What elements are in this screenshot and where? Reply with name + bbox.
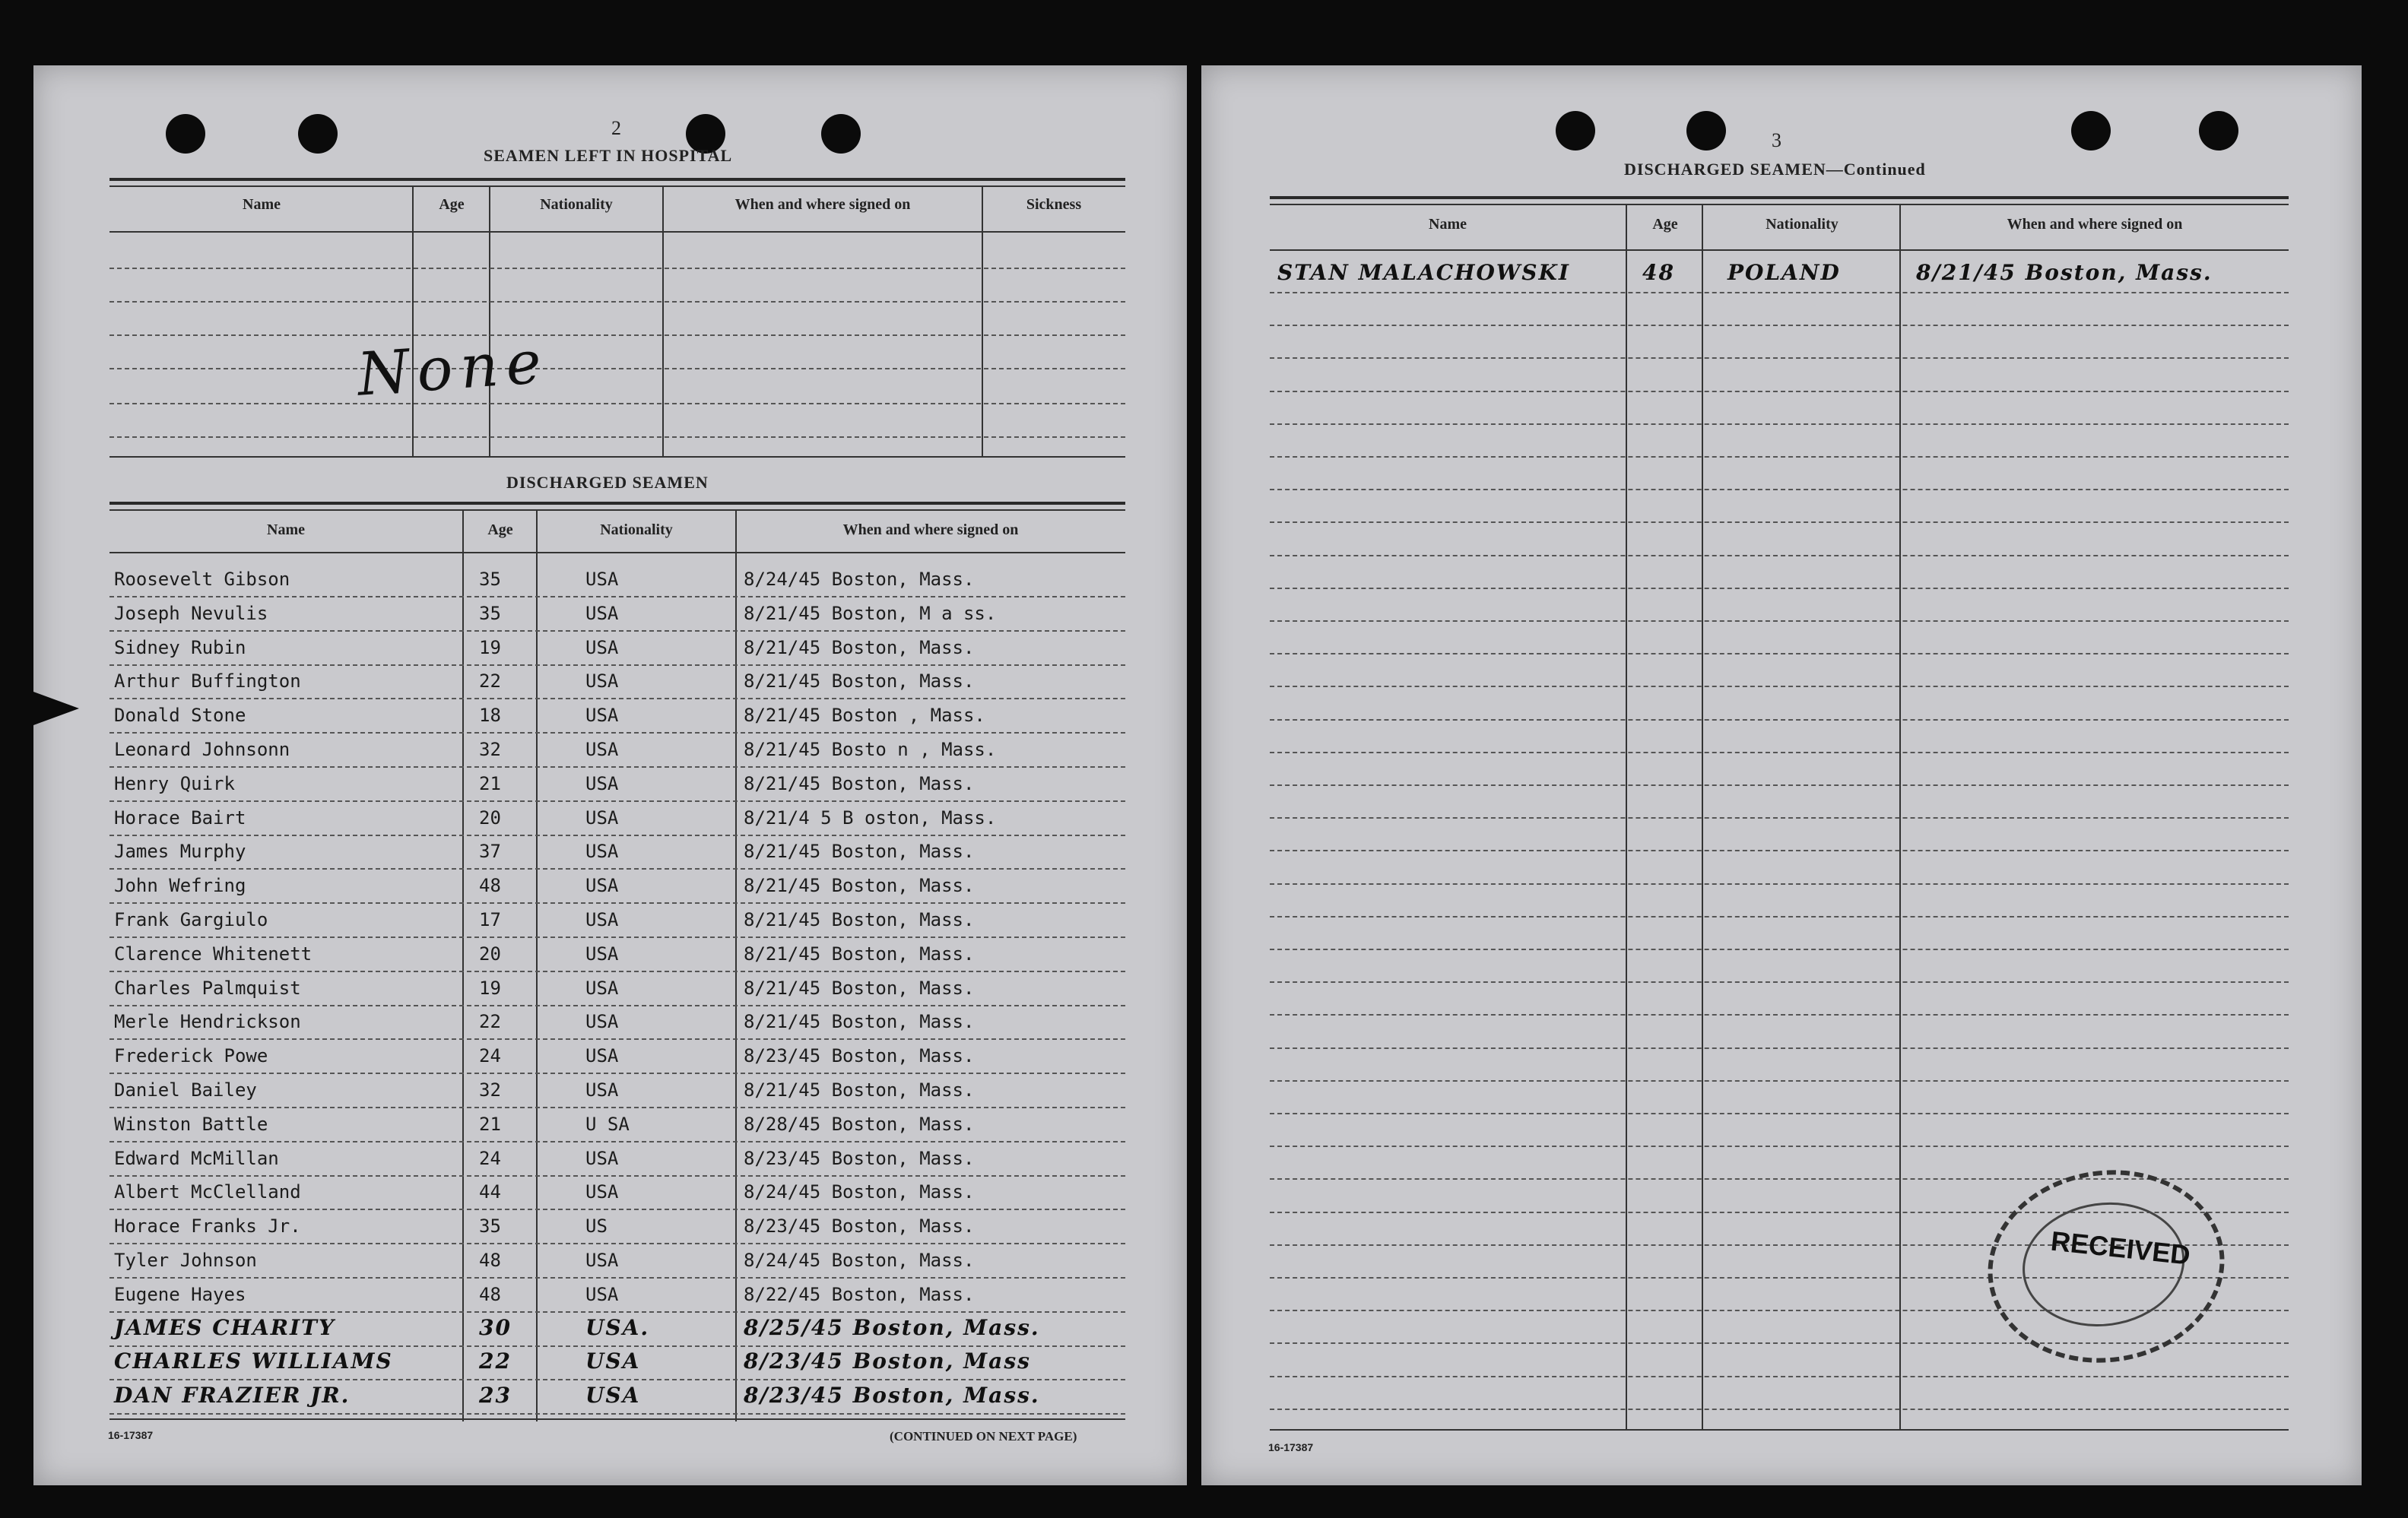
seaman-age: 24 (479, 1045, 501, 1067)
column-divider (412, 185, 414, 456)
seaman-name: STAN MALACHOWSKI (1277, 260, 1570, 285)
seaman-nationality: POLAND (1727, 260, 1841, 285)
row-line (109, 868, 1125, 870)
row-line (109, 334, 1125, 336)
seaman-signed-on: 8/24/45 Boston, Mass. (744, 1181, 975, 1203)
seaman-nationality: USA (585, 875, 619, 897)
seaman-name: Clarence Whitenett (114, 943, 313, 965)
row-line (109, 596, 1125, 597)
seaman-age: 35 (479, 569, 501, 590)
row-line (109, 1175, 1125, 1177)
row-line (1270, 620, 2289, 622)
row-line (109, 436, 1125, 438)
seaman-age: 48 (479, 1250, 501, 1271)
seaman-signed-on: 8/21/45 Boston, Mass. (744, 875, 975, 897)
table-bottom-rule (109, 1418, 1125, 1420)
seaman-name: Eugene Hayes (114, 1283, 246, 1305)
continued-header-age: Age (1652, 216, 1678, 233)
seaman-age: 20 (479, 943, 501, 965)
row-line (109, 403, 1125, 404)
seaman-age: 35 (479, 602, 501, 624)
row-line (109, 552, 1125, 553)
seaman-name: Merle Hendrickson (114, 1011, 301, 1033)
seaman-signed-on: 8/21/45 Boston, Mass. (744, 1079, 975, 1101)
row-line (1270, 292, 2289, 293)
seaman-signed-on: 8/23/45 Boston, Mass. (744, 1215, 975, 1238)
seaman-signed-on: 8/21/45 Boston, M a ss. (744, 602, 997, 624)
seaman-nationality: U SA (585, 1113, 630, 1135)
row-line (1270, 489, 2289, 490)
discharged-header-nationality: Nationality (600, 521, 673, 538)
punch-hole (2071, 111, 2111, 151)
row-line (1270, 981, 2289, 983)
row-line (109, 732, 1125, 734)
column-divider (735, 509, 737, 1421)
seaman-signed-on: 8/23/45 Boston, Mass (744, 1348, 1031, 1374)
row-line (109, 664, 1125, 666)
seaman-signed-on: 8/21/45 Boston, Mass. (744, 772, 975, 794)
seaman-nationality: USA (585, 807, 619, 829)
seaman-name: Frederick Powe (114, 1045, 268, 1067)
hospital-header-sickness: Sickness (1026, 196, 1082, 213)
seaman-signed-on: 8/21/4 5 B oston, Mass. (744, 807, 997, 829)
seaman-nationality: USA (585, 909, 619, 930)
seaman-nationality: USA (585, 670, 619, 692)
seaman-nationality: USA (585, 1348, 641, 1374)
seaman-nationality: USA (585, 636, 619, 658)
hospital-header-signed: When and where signed on (734, 196, 911, 213)
seaman-nationality: USA (585, 943, 619, 965)
seaman-signed-on: 8/25/45 Boston, Mass. (744, 1314, 1040, 1340)
seaman-signed-on: 8/28/45 Boston, Mass. (744, 1113, 975, 1135)
row-line (109, 1107, 1125, 1108)
seaman-age: 35 (479, 1215, 501, 1238)
seaman-signed-on: 8/21/45 Boston, Mass. (744, 841, 975, 863)
continued-header-nationality: Nationality (1766, 216, 1839, 233)
row-line (1270, 357, 2289, 359)
row-line (1270, 1080, 2289, 1082)
seaman-name: Arthur Buffington (114, 670, 301, 692)
row-line (1270, 752, 2289, 753)
none-handwritten: None (355, 328, 551, 410)
row-line (109, 1345, 1125, 1347)
seaman-signed-on: 8/21/45 Boston, Mass. (1916, 260, 2213, 285)
row-line (1270, 1146, 2289, 1147)
row-line (109, 766, 1125, 768)
punch-hole (2199, 111, 2238, 151)
seaman-nationality: USA (585, 1181, 619, 1203)
seaman-age: 17 (479, 909, 501, 930)
row-line (109, 902, 1125, 904)
table-bottom-rule (1270, 1429, 2289, 1431)
punch-hole (166, 114, 205, 154)
discharged-header-age: Age (487, 521, 513, 538)
row-line (109, 936, 1125, 938)
row-line (1270, 1113, 2289, 1114)
hospital-header-nationality: Nationality (540, 196, 613, 213)
seaman-name: Charles Palmquist (114, 977, 301, 999)
seaman-age: 23 (479, 1383, 512, 1409)
divider (109, 502, 1125, 505)
page-number: 3 (1772, 129, 1781, 151)
row-line (1270, 850, 2289, 851)
seaman-name: Leonard Johnsonn (114, 739, 290, 760)
seaman-name: James Murphy (114, 841, 246, 863)
row-line (1270, 883, 2289, 885)
seaman-nationality: USA (585, 1383, 641, 1409)
seaman-age: 37 (479, 841, 501, 863)
seaman-name: Horace Franks Jr. (114, 1215, 301, 1238)
seaman-name: CHARLES WILLIAMS (114, 1348, 393, 1374)
seaman-name: Albert McClelland (114, 1181, 301, 1203)
row-line (109, 698, 1125, 699)
row-line (109, 456, 1125, 458)
column-divider (662, 185, 664, 456)
page-number: 2 (611, 117, 621, 139)
row-line (1270, 686, 2289, 687)
discharged-section-title: DISCHARGED SEAMEN (506, 473, 709, 492)
row-line (1270, 588, 2289, 589)
continued-header-signed: When and where signed on (2007, 216, 2183, 233)
seaman-nationality: USA (585, 1079, 619, 1101)
seaman-name: Joseph Nevulis (114, 602, 268, 624)
row-line (1270, 916, 2289, 917)
seaman-nationality: USA (585, 1011, 619, 1033)
seaman-age: 32 (479, 1079, 501, 1101)
divider (109, 509, 1125, 511)
divider (109, 185, 1125, 187)
row-line (109, 800, 1125, 802)
seaman-age: 22 (479, 1348, 512, 1374)
row-line (109, 268, 1125, 269)
seaman-name: Sidney Rubin (114, 636, 246, 658)
seaman-signed-on: 8/21/45 Boston, Mass. (744, 670, 975, 692)
seaman-signed-on: 8/21/45 Boston , Mass. (744, 705, 985, 727)
row-line (1270, 719, 2289, 721)
seaman-name: Daniel Bailey (114, 1079, 257, 1101)
row-line (1270, 1014, 2289, 1016)
row-line (109, 1209, 1125, 1210)
seaman-age: 48 (1642, 260, 1675, 285)
seaman-signed-on: 8/21/45 Boston, Mass. (744, 977, 975, 999)
stamp-label: RECEIVED (2049, 1225, 2192, 1271)
seaman-nationality: USA (585, 772, 619, 794)
seaman-nationality: USA (585, 977, 619, 999)
row-line (109, 1413, 1125, 1415)
seaman-signed-on: 8/23/45 Boston, Mass. (744, 1383, 1040, 1409)
seaman-age: 21 (479, 1113, 501, 1135)
row-line (109, 301, 1125, 303)
row-line (1270, 949, 2289, 950)
row-line (1270, 784, 2289, 786)
column-divider (489, 185, 490, 456)
row-line (109, 630, 1125, 632)
hospital-header-age: Age (439, 196, 465, 213)
seaman-name: Horace Bairt (114, 807, 246, 829)
row-line (1270, 391, 2289, 392)
punch-hole (1686, 111, 1726, 151)
seaman-name: DAN FRAZIER JR. (114, 1383, 351, 1409)
row-line (1270, 423, 2289, 425)
row-line (1270, 1376, 2289, 1377)
seaman-age: 32 (479, 739, 501, 760)
row-line (109, 368, 1125, 369)
row-line (109, 835, 1125, 836)
row-line (1270, 521, 2289, 523)
row-line (109, 1005, 1125, 1006)
seaman-age: 44 (479, 1181, 501, 1203)
row-line (109, 1379, 1125, 1380)
seaman-name: JAMES CHARITY (114, 1314, 335, 1340)
seaman-nationality: US (585, 1215, 608, 1238)
seaman-nationality: USA. (585, 1314, 650, 1340)
row-line (1270, 817, 2289, 819)
page-notch (33, 692, 79, 725)
continued-note: (CONTINUED ON NEXT PAGE) (890, 1429, 1077, 1444)
row-line (109, 1141, 1125, 1142)
divider (109, 178, 1125, 181)
divider (1270, 204, 2289, 205)
hospital-header-name: Name (243, 196, 281, 213)
seaman-age: 20 (479, 807, 501, 829)
seaman-age: 30 (479, 1314, 512, 1340)
seaman-age: 22 (479, 1011, 501, 1033)
form-number: 16-17387 (1268, 1441, 1314, 1453)
continued-section-title: DISCHARGED SEAMEN—Continued (1624, 160, 1926, 179)
punch-hole (298, 114, 338, 154)
seaman-signed-on: 8/21/45 Bosto n , Mass. (744, 739, 997, 760)
seaman-name: Frank Gargiulo (114, 909, 268, 930)
seaman-age: 19 (479, 977, 501, 999)
seaman-signed-on: 8/21/45 Boston, Mass. (744, 1011, 975, 1033)
seaman-name: Winston Battle (114, 1113, 268, 1135)
row-line (1270, 1409, 2289, 1410)
seaman-age: 18 (479, 705, 501, 727)
seaman-signed-on: 8/21/45 Boston, Mass. (744, 909, 975, 930)
row-line (1270, 456, 2289, 458)
seaman-age: 19 (479, 636, 501, 658)
seaman-signed-on: 8/21/45 Boston, Mass. (744, 943, 975, 965)
seaman-age: 48 (479, 1283, 501, 1305)
column-divider (982, 185, 983, 456)
seaman-nationality: USA (585, 602, 619, 624)
seaman-signed-on: 8/21/45 Boston, Mass. (744, 636, 975, 658)
column-divider (462, 509, 464, 1421)
row-line (109, 1277, 1125, 1279)
discharged-header-signed: When and where signed on (842, 521, 1019, 538)
row-line (109, 1311, 1125, 1313)
continued-header-name: Name (1429, 216, 1467, 233)
row-line (109, 971, 1125, 972)
column-divider (536, 509, 538, 1421)
seaman-age: 24 (479, 1147, 501, 1169)
row-line (1270, 555, 2289, 556)
row-line (1270, 325, 2289, 326)
seaman-nationality: USA (585, 1147, 619, 1169)
seaman-signed-on: 8/22/45 Boston, Mass. (744, 1283, 975, 1305)
seaman-name: Henry Quirk (114, 772, 235, 794)
row-line (1270, 249, 2289, 251)
seaman-name: Donald Stone (114, 705, 246, 727)
punch-hole (821, 114, 861, 154)
seaman-nationality: USA (585, 1283, 619, 1305)
seaman-nationality: USA (585, 569, 619, 590)
seaman-nationality: USA (585, 1045, 619, 1067)
row-line (1270, 653, 2289, 654)
seaman-nationality: USA (585, 1250, 619, 1271)
seaman-age: 48 (479, 875, 501, 897)
punch-hole (1556, 111, 1595, 151)
row-line (109, 1073, 1125, 1074)
seaman-age: 22 (479, 670, 501, 692)
seaman-signed-on: 8/24/45 Boston, Mass. (744, 569, 975, 590)
row-line (109, 1038, 1125, 1040)
seaman-signed-on: 8/23/45 Boston, Mass. (744, 1045, 975, 1067)
row-line (109, 231, 1125, 233)
row-line (109, 1243, 1125, 1244)
seaman-name: Tyler Johnson (114, 1250, 257, 1271)
form-number: 16-17387 (108, 1429, 154, 1441)
seaman-signed-on: 8/23/45 Boston, Mass. (744, 1147, 975, 1169)
discharged-header-name: Name (267, 521, 305, 538)
seaman-name: Roosevelt Gibson (114, 569, 290, 590)
seaman-signed-on: 8/24/45 Boston, Mass. (744, 1250, 975, 1271)
divider (1270, 196, 2289, 199)
seaman-name: Edward McMillan (114, 1147, 279, 1169)
row-line (1270, 1047, 2289, 1049)
seaman-nationality: USA (585, 705, 619, 727)
seaman-nationality: USA (585, 841, 619, 863)
seaman-age: 21 (479, 772, 501, 794)
seaman-nationality: USA (585, 739, 619, 760)
hospital-section-title: SEAMEN LEFT IN HOSPITAL (484, 146, 733, 165)
seaman-name: John Wefring (114, 875, 246, 897)
